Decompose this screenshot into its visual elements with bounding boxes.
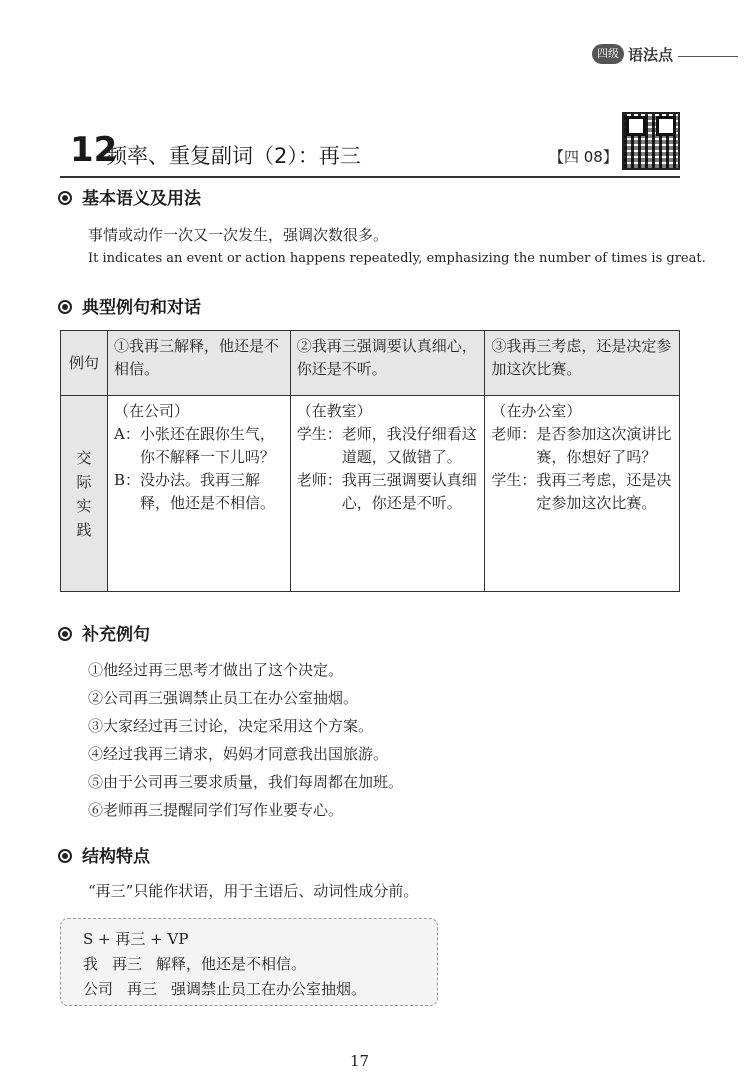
structure-note: “再三”只能作状语，用于主语后、动词性成分前。 — [88, 882, 419, 900]
lesson-number: 12 — [70, 130, 118, 170]
section-examples-label: 典型例句和对话 — [82, 298, 201, 318]
lesson-title: 频率、重复副词（2）：再三 — [106, 144, 361, 168]
utterance: 老师，我没仔细看这道题，又做错了。 — [341, 425, 477, 466]
example-cell-1: ①我再三解释，他还是不相信。 — [108, 331, 291, 396]
utterance: 我再三考虑，还是决定参加这次比赛。 — [536, 471, 672, 512]
example-label: 例句 — [68, 354, 99, 372]
dialog-cell-3 — [485, 396, 680, 592]
bullet-circle-icon — [58, 300, 72, 314]
section-supplement-label: 补充例句 — [82, 625, 150, 645]
section-supplement-heading — [58, 620, 150, 645]
speaker: 学生： — [296, 425, 342, 443]
level-badge: 四级 — [592, 44, 624, 64]
speaker: 老师： — [296, 471, 342, 489]
formula-adverb: 再三 — [112, 955, 143, 973]
dialog-turn — [491, 469, 673, 515]
section-examples-heading — [58, 293, 201, 318]
dialog-label-cell — [61, 396, 108, 592]
section-structure-heading — [58, 842, 150, 867]
speaker: A： — [114, 425, 140, 443]
list-item: ①他经过再三思考才做出了这个决定。 — [88, 661, 344, 679]
title-rule — [60, 176, 680, 178]
dialog-turn — [491, 423, 673, 469]
supplement-list — [88, 656, 403, 824]
dialog-label-char: 交 — [76, 448, 92, 467]
bullet-circle-icon — [58, 191, 72, 205]
header-label: 语法点 — [628, 46, 674, 64]
header-rule — [678, 56, 738, 57]
bullet-circle-icon — [58, 849, 72, 863]
table-row — [61, 396, 680, 592]
table-row — [61, 331, 680, 396]
example-table — [60, 330, 680, 592]
formula-subject: 公司 — [83, 980, 114, 998]
section-basic-heading — [58, 184, 201, 209]
section-basic-label: 基本语义及用法 — [82, 189, 201, 209]
dialog-context: （在教室） — [296, 402, 372, 420]
basic-zh: 事情或动作一次又一次发生，强调次数很多。 — [88, 226, 389, 244]
example-cell-2: ②我再三强调要认真细心，你还是不听。 — [290, 331, 485, 396]
list-item: ⑤由于公司再三要求质量，我们每周都在加班。 — [88, 773, 404, 791]
dialog-turn — [297, 469, 479, 515]
formula-adverb: 再三 — [127, 980, 158, 998]
dialog-label-char: 际 — [76, 472, 92, 491]
speaker: B： — [114, 471, 141, 489]
dialog-turn — [297, 423, 479, 469]
dialog-context: （在公司） — [114, 402, 190, 420]
utterance: 是否参加这次演讲比赛，你想好了吗？ — [536, 425, 672, 466]
formula-example — [83, 977, 415, 1002]
qr-code-icon[interactable] — [622, 112, 680, 170]
bullet-circle-icon — [58, 627, 72, 641]
dialog-cell-1 — [108, 396, 291, 592]
list-item: ②公司再三强调禁止员工在办公室抽烟。 — [88, 689, 359, 707]
basic-en: It indicates an event or action happens repeatedly, emphasizing the number of times is great. — [88, 251, 706, 266]
formula-example — [83, 952, 415, 977]
dialog-label-char: 实 — [76, 496, 92, 515]
formula-subject: 我 — [83, 955, 99, 973]
page-number: 17 — [350, 1052, 370, 1070]
utterance: 没办法。我再三解释，他还是不相信。 — [140, 471, 276, 512]
formula-box — [60, 918, 438, 1006]
list-item: ④经过我再三请求，妈妈才同意我出国旅游。 — [88, 745, 389, 763]
lesson-code: 【四 08】 — [549, 148, 618, 166]
list-item: ③大家经过再三讨论，决定采用这个方案。 — [88, 717, 374, 735]
dialog-label-char: 践 — [76, 520, 92, 539]
utterance: 小张还在跟你生气，你不解释一下儿吗？ — [139, 425, 275, 466]
formula: S + 再三 + VP — [83, 930, 189, 948]
list-item: ⑥老师再三提醒同学们写作业要专心。 — [88, 801, 344, 819]
dialog-cell-2 — [290, 396, 485, 592]
dialog-context: （在办公室） — [491, 402, 582, 420]
example-label-cell — [61, 331, 108, 396]
speaker: 学生： — [491, 471, 537, 489]
formula-vp: 解释，他还是不相信。 — [156, 955, 307, 973]
formula-vp: 强调禁止员工在办公室抽烟。 — [171, 980, 367, 998]
dialog-turn — [114, 469, 284, 515]
dialog-turn — [114, 423, 284, 469]
utterance: 我再三强调要认真细心，你还是不听。 — [341, 471, 477, 512]
speaker: 老师： — [491, 425, 537, 443]
example-cell-3: ③我再三考虑，还是决定参加这次比赛。 — [485, 331, 680, 396]
section-structure-label: 结构特点 — [82, 847, 150, 867]
